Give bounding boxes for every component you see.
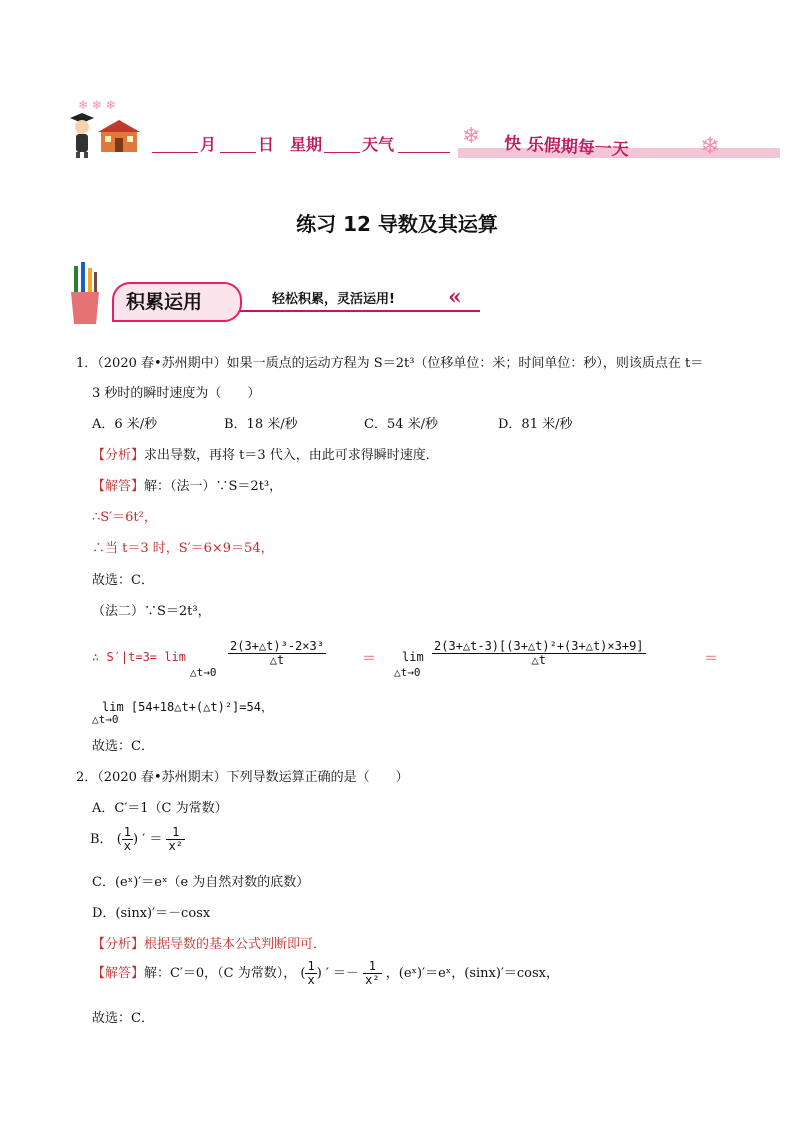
q2-analysis: 【分析】根据导数的基本公式判断即可． (92, 937, 327, 952)
section-badge-text: 积累运用 (126, 291, 203, 313)
day-label: 日 (258, 135, 275, 154)
header-school-icon (96, 118, 142, 154)
snowflake-icon: ❄ ❄ ❄ (78, 98, 116, 112)
header-graduate-icon (66, 110, 96, 158)
chevron-left-icon: « (448, 284, 462, 310)
q1-method-2: （法二）∵S＝2t³， (92, 604, 211, 619)
pencil-cup-icon (68, 262, 102, 326)
q1-stem-a: 1．（2020 春•苏州期中）如果一质点的运动方程为 S＝2t³（位移单位：米；时间单位：秒），则该质点在 t＝ (76, 356, 704, 371)
banner-tagline: 轻松积累，灵活运用! (272, 292, 395, 307)
weekday-label: 星期 (290, 135, 323, 154)
answer-tag: 【解答】 (92, 479, 145, 494)
q1-limit-final: lim [54+18△t+(△t)²]=54， (102, 700, 273, 714)
q1-fraction-2: $\frac{\text{2(3+△t-3)[(3+△t)²+(3+△t)×3+9]}}{\triangle t}$ (434, 639, 644, 667)
q2-stem: 2．（2020 春•苏州期末）下列导数运算正确的是（ ） (76, 770, 409, 785)
weather-label: 天气 (362, 135, 395, 154)
q1-option-d: D．81 米/秒 (498, 417, 573, 432)
month-label: 月 (200, 135, 217, 154)
q1-choose-1: 故选：C． (92, 573, 154, 588)
banner-underline (240, 310, 480, 312)
q2-option-d: D．(sinx)′＝－cosx (92, 906, 211, 921)
q1-limit-lhs: ∴ S′|t=3= lim (92, 650, 186, 664)
q2-choose: 故选：C． (92, 1011, 154, 1026)
date-line (152, 132, 452, 154)
q1-answer-2: ∴S′＝6t²， (92, 510, 157, 525)
snowflake-icon: ❄ (462, 124, 481, 149)
q1-limit-2: lim (402, 650, 424, 664)
q1-limit-sub: △t→0 (190, 666, 217, 679)
q1-answer-3: ∴当 t＝3 时，S′＝6×9＝54， (92, 541, 274, 556)
q1-stem-b: 3 秒时的瞬时速度为（ ） (92, 386, 261, 401)
snowflake-icon: ❄ (700, 132, 721, 160)
q1-fraction-1: $\frac{\text{2(3+△t)³-2×3³}}{\triangle t}$ (230, 639, 324, 667)
page-title: 练习 12 导数及其运算 (296, 212, 498, 236)
q1-equals-2: ＝ (704, 651, 718, 667)
q2-option-b: B． ( $\frac{1}{x}$ ) ′ ＝ $\frac{1}{\text{x²}}$ (90, 825, 183, 853)
q2-option-a: A．C′＝1（C 为常数） (92, 801, 228, 816)
slogan-text: 快 乐假期每一天 (503, 133, 630, 161)
analysis-tag: 【分析】 (92, 937, 145, 952)
q2-answer: 【解答】解：C′＝0，（C 为常数）， ( $\frac{1}{x}$ ) ′ ＝－ $\frac{1}{\text{x²}}$ ，(eˣ)′＝eˣ，(sinx)′＝cosx， (92, 959, 560, 987)
analysis-tag: 【分析】 (92, 448, 145, 463)
q1-choose-2: 故选：C． (92, 739, 154, 754)
q1-equals: ＝ (362, 651, 376, 667)
q1-option-a: A．6 米/秒 (92, 417, 158, 432)
q1-option-b: B．18 米/秒 (224, 417, 298, 432)
q2-option-c: C．(eˣ)′＝eˣ（e 为自然对数的底数） (92, 875, 310, 890)
q1-option-c: C．54 米/秒 (364, 417, 439, 432)
q1-analysis: 【分析】求出导数，再将 t＝3 代入，由此可求得瞬时速度． (92, 448, 439, 463)
answer-tag: 【解答】 (92, 966, 145, 981)
q1-limit-sub-2: △t→0 (394, 666, 421, 679)
q1-limit-sub-3: △t→0 (92, 713, 119, 726)
q1-answer-1: 【解答】解：（法一）∵S＝2t³， (92, 479, 283, 494)
